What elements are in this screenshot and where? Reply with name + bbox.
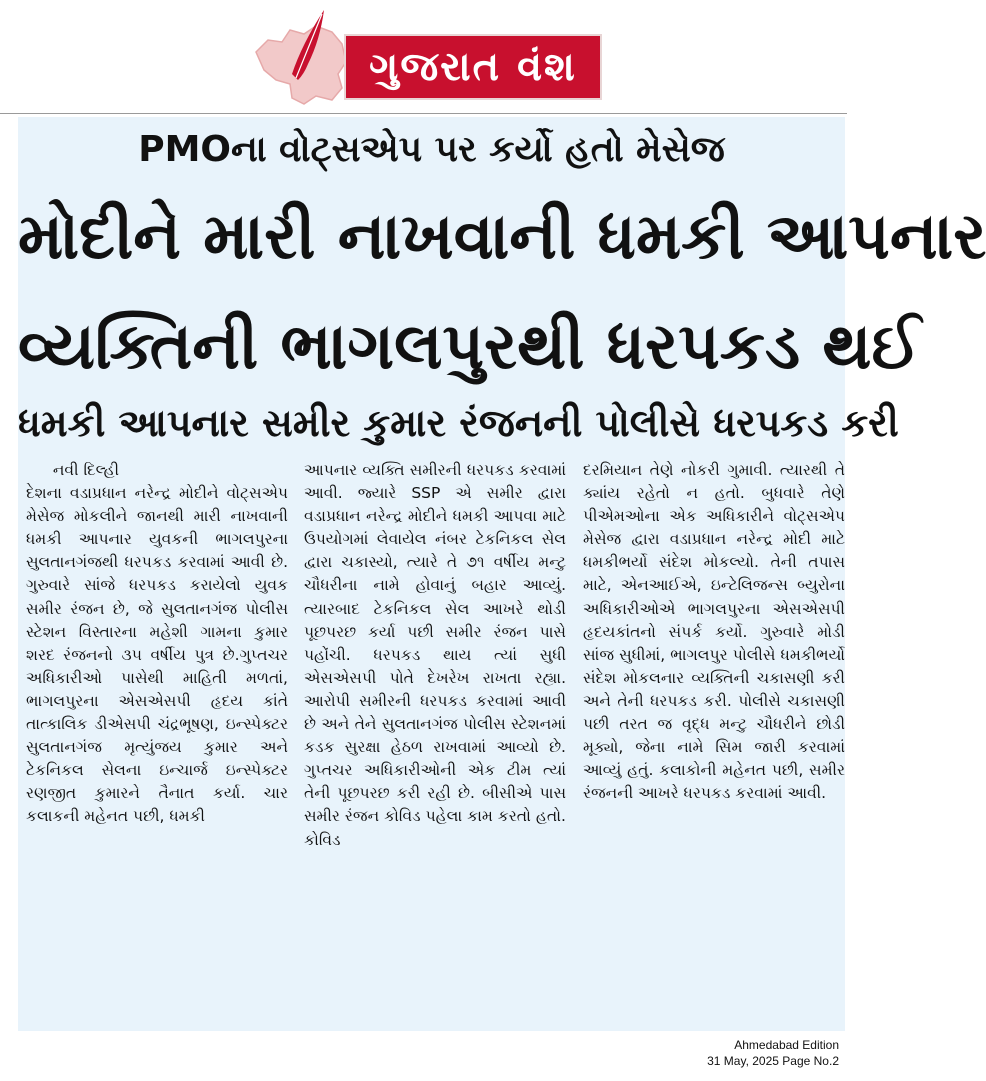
masthead-divider <box>0 113 847 114</box>
column-2-text: આપનાર વ્યક્તિ સમીરની ધરપકડ કરવામાં આવી. જ્યારે SSP એ સમીર દ્વારા વડાપ્રધાન નરેન્દ્ર મોદીને ધમકી આપવા માટે ઉપયોગમાં લેવાયેલ નંબર ટેકનિકલ સેલ દ્વારા ચકાસ્યો, ત્યારે તે ૭૧ વર્ષીય મન્ટુ ચૌધરીના નામે હોવાનું બહાર આવ્યું. ત્યારબાદ ટેકનિકલ સેલ આખરે થોડી પૂછપરછ કર્યા પછી સમીર રંજન પાસે પહોંચી. ધરપકડ થાય ત્યાં સુધી એસએસપી પોતે દેખરેખ રાખતા રહ્યા. આરોપી સમીરની ધરપકડ કરવામાં આવી છે અને તેને સુલતાનગંજ પોલીસ સ્ટેશનમાં કડક સુરક્ષા હેઠળ રાખવામાં આવ્યો છે. ગુપ્તચર અધિકારીઓની એક ટીમ ત્યાં તેની પૂછપરછ કરી રહી છે. બીસીએ પાસ સમીર રંજન કોવિડ પહેલા કામ કરતો હતો. કોવિડ <box>304 461 566 849</box>
article-box <box>18 117 986 1031</box>
masthead-title: ગુજરાત વંશ <box>344 34 602 100</box>
article-dateline: નવી દિલ્હી <box>52 461 120 479</box>
article-kicker: PMOના વોટ્સએપ પર કર્યો હતો મેસેજ <box>138 129 725 170</box>
newspaper-logo <box>246 4 606 110</box>
edition-name: Ahmedabad Edition <box>734 1038 839 1052</box>
article-column-1 <box>26 459 288 1025</box>
article-subheadline: ધમકી આપનાર સમીર કુમાર રંજનની પોલીસે ધરપકડ કરી <box>18 401 899 445</box>
headline-line-2: વ્યક્તિની ભાગલપુરથી ધરપકડ થઈ <box>18 310 921 384</box>
article-column-3 <box>583 459 845 1025</box>
headline-line-1: મોદીને મારી નાખવાની ધમકી આપનાર <box>18 200 986 274</box>
masthead <box>0 0 847 112</box>
edition-info <box>707 1037 839 1069</box>
article-column-2 <box>304 459 566 1025</box>
column-3-text: દરમિયાન તેણે નોકરી ગુમાવી. ત્યારથી તે ક્યાંય રહેતો ન હતો. બુધવારે તેણે પીએમઓના એક અધિકારીને વોટ્સએપ મેસેજ દ્વારા વડાપ્રધાન નરેન્દ્ર મોદી માટે ધમકીભર્યો સંદેશ મોકલ્યો. તેની તપાસ માટે, એનઆઈએ, ઇન્ટેલિજન્સ બ્યુરોના અધિકારીઓએ ભાગલપુરના એસએસપી હૃદયકાંતનો સંપર્ક કર્યો. ગુરુવારે મોડી સાંજ સુધીમાં, ભાગલપુર પોલીસે ધમકીભર્યો સંદેશ મોકલનાર વ્યક્તિની ચકાસણી કરી અને તેની ધરપકડ કરી. પોલીસે ચકાસણી પછી તરત જ વૃદ્ધ મન્ટુ ચૌધરીને છોડી મૂક્યો, જેના નામે સિમ જારી કરવામાં આવ્યું હતું. કલાકોની મહેનત પછી, સમીર રંજનની આખરે ધરપકડ કરવામાં આવી. <box>583 461 845 803</box>
edition-date-page: 31 May, 2025 Page No.2 <box>707 1054 839 1068</box>
column-1-text: દેશના વડાપ્રધાન નરેન્દ્ર મોદીને વોટ્સએપ મેસેજ મોકલીને જાનથી મારી નાખવાની ધમકી આપનાર યુવકની ભાગલપુરના સુલતાનગંજથી ધરપકડ કરવામાં આવી છે. ગુરુવારે સાંજે ધરપકડ કરાયેલો યુવક સમીર રંજન છે, જે સુલતાનગંજ પોલીસ સ્ટેશન વિસ્તારના મહેશી ગામના કુમાર શરદ રંજનનો ૩૫ વર્ષીય પુત્ર છે.ગુપ્તચર અધિકારીઓ પાસેથી માહિતી મળતાં, ભાગલપુરના એસએસપી હૃદય કાંતે તાત્કાલિક ડીએસપી ચંદ્રભૂષણ, ઇન્સ્પેક્ટર સુલતાનગંજ મૃત્યુંજય કુમાર અને ટેકનિકલ સેલના ઇન્ચાર્જ ઇન્સ્પેક્ટર રણજીત કુમારને તૈનાત કર્યા. ચાર કલાકની મહેનત પછી, ધમકી <box>26 484 288 826</box>
